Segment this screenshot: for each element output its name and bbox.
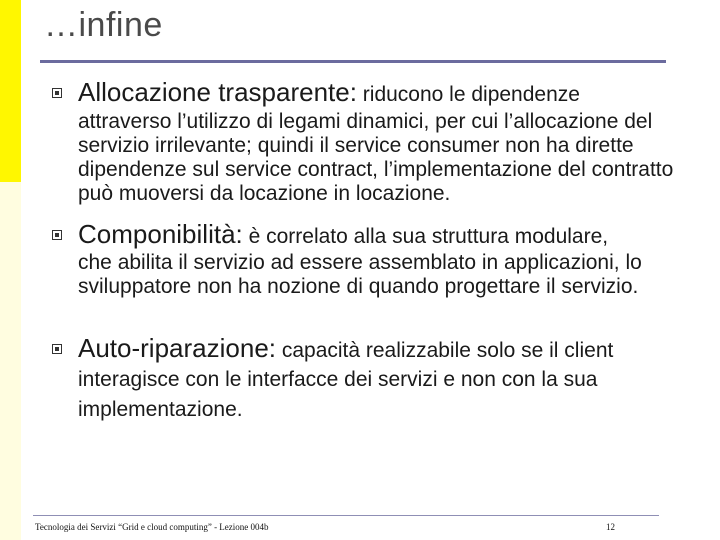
item-1-lead: Allocazione trasparente:	[78, 77, 357, 107]
item-1-head	[78, 77, 580, 108]
item-2-head	[78, 219, 608, 250]
item-3-head	[78, 333, 613, 364]
item-1-first-line: riducono le dipendenze	[356, 83, 580, 106]
item-1-body: attraverso l’utilizzo di legami dinamici, per cui l’allocazione del servizio irrilevante; quindi il service consumer non ha dirette dipendenze sul service contract, l’implementazione del contratto può muoversi da locazione in locazione.	[78, 110, 674, 205]
footer-divider	[33, 515, 659, 516]
item-2-first-line: è correlato alla sua struttura modulare,	[242, 225, 609, 248]
item-2-body: che abilita il servizio ad essere assemblato in applicazioni, lo sviluppatore non ha nozione di quando progettare il servizio.	[78, 251, 642, 298]
title-divider	[40, 60, 666, 63]
bullet-square-icon	[52, 88, 62, 98]
slide-title: …infine	[44, 6, 163, 44]
item-3-lead: Auto-riparazione:	[78, 333, 276, 363]
page-number: 12	[606, 522, 615, 532]
bullet-square-icon	[52, 230, 62, 240]
left-accent-bar-lower	[0, 182, 21, 540]
item-3-first-line: capacità realizzabile solo se il client	[276, 339, 614, 362]
footer-text: Tecnologia dei Servizi “Grid e cloud computing” - Lezione 004b	[35, 522, 269, 532]
item-2-lead: Componibilità:	[78, 219, 243, 249]
bullet-square-icon	[52, 344, 62, 354]
item-3-body: interagisce con le interfacce dei servizi e non con la sua implementazione.	[78, 368, 598, 421]
